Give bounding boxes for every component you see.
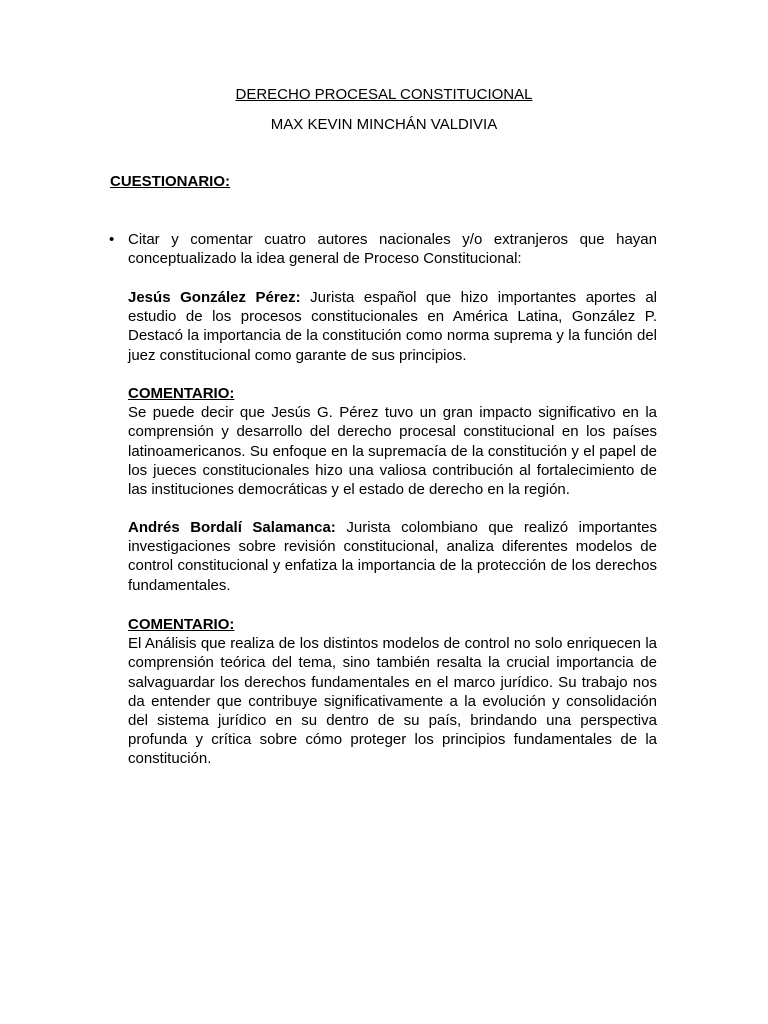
author-entry [128, 518, 657, 595]
comment-text: Se puede decir que Jesús G. Pérez tuvo un gran impacto significativo en la comprensión y desarrollo del derecho procesal constitucional en los países latinoamericanos. Su enfoque en la supremacía de la constitución y el papel de los jueces constitucionales hizo una valiosa contribución al fortalecimiento de las instituciones democráticas y el estado de derecho en la región. [128, 404, 657, 499]
comment-heading: COMENTARIO: [128, 385, 235, 402]
section-heading: CUESTIONARIO: [110, 173, 230, 190]
bullet-icon: • [109, 231, 115, 248]
author-name: Andrés Bordalí Salamanca: [128, 519, 336, 536]
author-name: Jesús González Pérez: [128, 289, 301, 306]
document-title: DERECHO PROCESAL CONSTITUCIONAL [235, 86, 533, 103]
comment-heading: COMENTARIO: [128, 616, 235, 633]
comment-block [128, 384, 657, 499]
author-entry [128, 288, 657, 365]
question-text: Citar y comentar cuatro autores nacionales y/o extranjeros que hayan conceptualizado la idea general de Proceso Constitucional: [128, 231, 657, 268]
document-author: MAX KEVIN MINCHÁN VALDIVIA [270, 116, 498, 133]
comment-text: El Análisis que realiza de los distintos modelos de control no solo enriquecen la comprensión teórica del tema, sino también resalta la crucial importancia de salvaguardar los derechos fundamentales en el marco jurídico. Su trabajo nos da entender que contribuye significativamente a la evolución y consolidación del sistema jurídico en su dentro de su país, brindando una perspectiva profunda y crítica sobre cómo proteger los principios fundamentales de la constitución. [128, 635, 657, 768]
comment-block [128, 615, 657, 769]
author-description: Jurista español que hizo importantes aportes al estudio de los procesos constitucionales en América Latina, González P. Destacó la importancia de la constitución como norma suprema y la función del juez constitucional como garante de sus principios. [128, 289, 658, 364]
author-description: Jurista colombiano que realizó importantes investigaciones sobre revisión constitucional, analiza diferentes modelos de control constitucional y enfatiza la importancia de la protección de los derechos fundamentales. [128, 519, 657, 594]
